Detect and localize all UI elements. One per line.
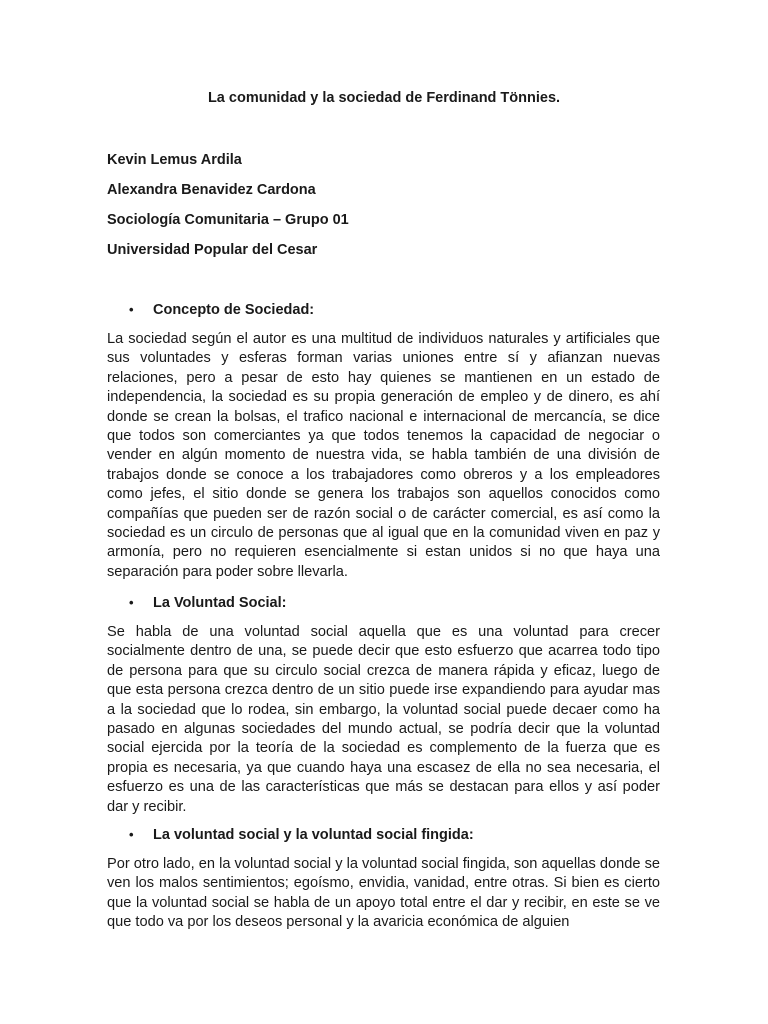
- section-concepto-sociedad: [107, 300, 660, 582]
- section-voluntad-social: [107, 593, 660, 817]
- course-line: Sociología Comunitaria – Grupo 01: [107, 212, 349, 228]
- section-heading: [107, 593, 660, 613]
- author-block: [107, 150, 349, 270]
- section-paragraph: Se habla de una voluntad social aquella que es una voluntad para crecer socialmente dentro de una, se puede decir que esto esfuerzo que acarrea todo tipo de persona para que su circulo social crezca de manera rápida y eficaz, luego de que esta persona crezca dentro de un sitio puede irse expandiendo para ayudar mas a la sociedad que lo rodea, sin embargo, la voluntad social puede decaer como ha pasado en algunas sociedades del mundo actual, se podría decir que la voluntad social ejercida por la teoría de la sociedad es complemento de la fuerza que es propia es necesaria, ya que cuando haya una escasez de ella no sea necesaria, el esfuerzo es una de las características que más se destacan para ellos y así poder dar y recibir.: [107, 624, 660, 815]
- author-line-2: Alexandra Benavidez Cardona: [107, 182, 316, 198]
- bullet-icon: •: [129, 595, 134, 610]
- section-paragraph: La sociedad según el autor es una multitud de individuos naturales y artificiales que sus voluntades y esferas forman varias uniones entre sí y afianzan nuevas relaciones, pero a pesar de esto hay quienes se mantienen en un estado de independencia, la sociedad es su propia generación de empleo y de dinero, es ahí donde se crean la bolsas, el trafico nacional e internacional de mercancía, se dice que todos son comerciantes ya que todos tenemos la capacidad de negociar o vender en algún momento de nuestra vida, se habla también de una división de trabajos donde se conoce a los trabajadores como obreros y a los empleadores como jefes, el sitio donde se genera los trabajos son aquellos conocidos como compañías que pueden ser de razón social o de carácter comercial, es así como la sociedad es un circulo de personas que al igual que en la comunidad viven en paz y armonía, pero no requieren esencialmente si estan unidos si no que haya una separación para poder sobre llevarla.: [107, 331, 660, 580]
- section-heading: [107, 300, 660, 320]
- bullet-icon: •: [129, 827, 134, 842]
- section-paragraph: Por otro lado, en la voluntad social y la voluntad social fingida, son aquellas donde se ven los malos sentimientos; egoísmo, envidia, vanidad, entre otras. Si bien es cierto que la voluntad social se habla de un apoyo total entre el dar y recibir, en este se ve que todo va por los deseos personal y la avaricia económica de alguien: [107, 856, 660, 931]
- section-heading-text: La voluntad social y la voluntad social fingida:: [153, 827, 474, 843]
- section-voluntad-fingida: [107, 825, 660, 933]
- university-line: Universidad Popular del Cesar: [107, 242, 318, 258]
- section-heading: [107, 825, 660, 845]
- author-line-1: Kevin Lemus Ardila: [107, 152, 242, 168]
- section-heading-text: La Voluntad Social:: [153, 595, 287, 611]
- section-heading-text: Concepto de Sociedad:: [153, 302, 315, 318]
- bullet-icon: •: [129, 302, 134, 317]
- document-title: La comunidad y la sociedad de Ferdinand Tönnies.: [207, 90, 561, 106]
